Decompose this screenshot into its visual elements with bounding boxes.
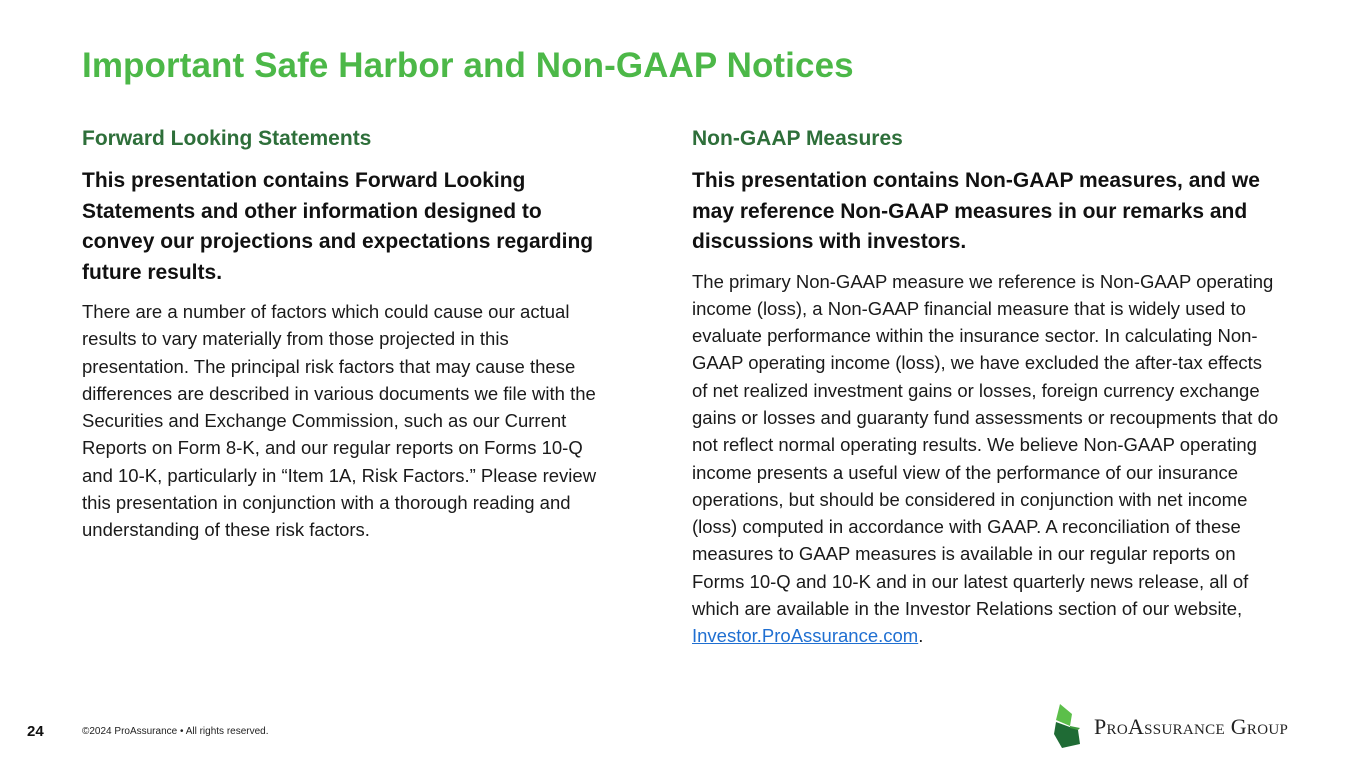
company-logo: [1050, 704, 1330, 748]
logo-wordmark: ProAssurance Group: [1094, 714, 1289, 739]
non-gaap-section: [692, 124, 1292, 650]
non-gaap-heading: Non-GAAP Measures: [692, 127, 903, 150]
page-number: 24: [27, 723, 44, 740]
forward-looking-body: There are a number of factors which could cause our actual results to vary materially from those projected in this presentation. The principal risk factors that may cause these differences are described in various documents we file with the Securities and Exchange Commission, such as our Current Reports on Form 8-K, and our regular reports on Forms 10-Q and 10-K, particularly in “Item 1A, Risk Factors.” Please review this presentation in conjunction with a thorough reading and understanding of these risk factors.: [82, 301, 597, 541]
investor-relations-link[interactable]: Investor.ProAssurance.com: [692, 625, 919, 647]
logo-leaf-light: [1056, 704, 1072, 726]
non-gaap-body-end: .: [918, 625, 924, 647]
page-title: Important Safe Harbor and Non-GAAP Notices: [82, 46, 854, 85]
logo-leaf-dark: [1054, 722, 1080, 748]
forward-looking-section: [82, 124, 607, 544]
forward-looking-lead: This presentation contains Forward Looking Statements and other information designed to convey our projections and expectations regarding future results.: [82, 169, 594, 284]
forward-looking-heading: Forward Looking Statements: [82, 127, 372, 150]
proassurance-logo-icon: [1050, 704, 1086, 748]
copyright-notice: ©2024 ProAssurance • All rights reserved.: [82, 726, 269, 737]
non-gaap-body-text: The primary Non-GAAP measure we reference is Non-GAAP operating income (loss), a Non-GAAP financial measure that is widely used to evaluate performance within the insurance sector. In calculating Non-GAAP operating income (loss), we have excluded the after-tax effects of net realized investment gains or losses, foreign currency exchange gains or losses and guaranty fund assessments or recoupments that do not reflect normal operating results. We believe Non-GAAP operating income presents a useful view of the performance of our insurance operations, but should be considered in conjunction with net income (loss) computed in accordance with GAAP. A reconciliation of these measures to GAAP measures is available in our regular reports on Forms 10-Q and 10-K and in our latest quarterly news release, all of which are available in the Investor Relations section of our website,: [692, 270, 1279, 620]
non-gaap-lead: This presentation contains Non-GAAP measures, and we may reference Non-GAAP measures in our remarks and discussions with investors.: [692, 169, 1260, 253]
non-gaap-body: [692, 268, 1282, 650]
